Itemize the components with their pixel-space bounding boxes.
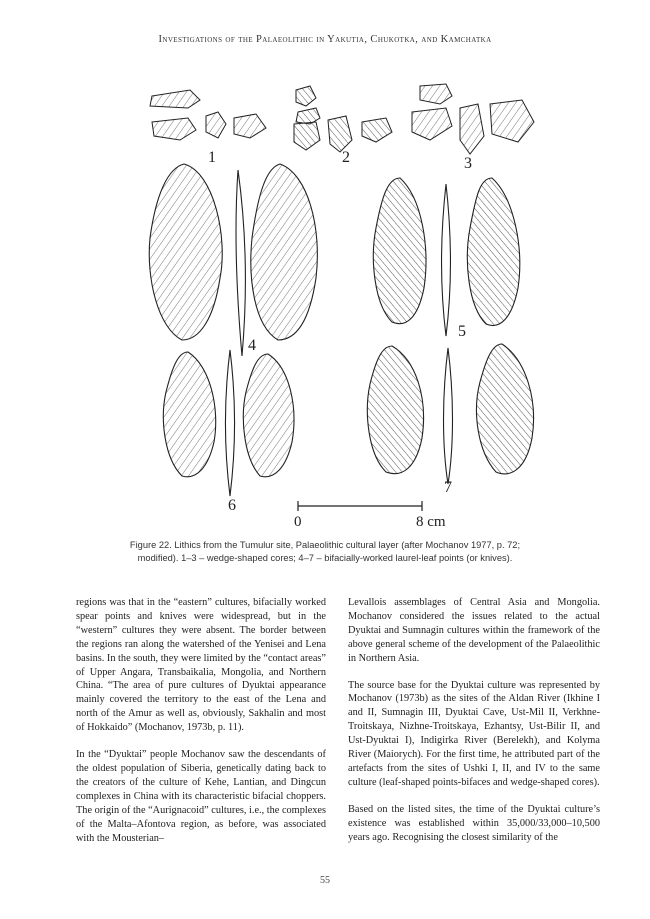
paragraph: Levallois assemblages of Central Asia and Mongolia. Mochanov considered the issues related to the actual Dyuktai and Sumnagin cultures within the framework of the above general scheme of the development of the Palaeolithic in Northern Asia. <box>348 597 600 664</box>
core-1-drawing <box>150 90 266 140</box>
scale-start: 0 <box>294 514 302 530</box>
label-2: 2 <box>342 149 350 166</box>
scale-bar <box>294 501 446 530</box>
caption-line-1: Figure 22. Lithics from the Tumulur site, Palaeolithic cultural layer (after Mochanov 1977, p. 72; <box>129 540 521 550</box>
paragraph: The source base for the Dyuktai culture was represented by Mochanov (1973b) as the sites of the Aldan River (Ikhine I and II, Sumnagin III, Dyuktai Cave, Ust-Mil II, Verkhne-Troitskaya, Nizhne-Troitskaya, Ezhantsy, Ust-Bilir II, and Ust-Dyuktai I), Indigirka River (Berelekh), and Kolyma River (Maiorych). For the first time, he attributed part of the artefacts from the sites of Ushki I, II, and IV to the same culture (leaf-shaped points-bifaces and wedge-shaped cores). <box>348 679 600 788</box>
label-5: 5 <box>458 323 466 340</box>
point-5-drawing <box>373 178 519 336</box>
point-6-drawing <box>163 350 294 496</box>
paragraph: Based on the listed sites, the time of the Dyuktai culture’s existence was established within 35,000/33,000–10,500 years ago. Recognising the closest similarity of the <box>348 803 600 843</box>
core-2-drawing <box>294 86 392 152</box>
scale-end: 8 cm <box>416 514 446 530</box>
label-7: 7 <box>444 479 452 496</box>
point-7-drawing <box>367 344 533 484</box>
body-column-right <box>348 596 600 858</box>
label-4: 4 <box>248 337 256 354</box>
point-4-drawing <box>149 164 317 356</box>
label-6: 6 <box>228 497 236 514</box>
caption-line-2: modified). 1–3 – wedge-shaped cores; 4–7 – bifacially-worked laurel-leaf points (or knives). <box>137 553 513 563</box>
figure-lithics <box>130 78 550 530</box>
label-3: 3 <box>464 155 472 172</box>
core-3-drawing <box>412 84 534 154</box>
paragraph: In the “Dyuktai” people Mochanov saw the descendants of the oldest population of Siberia, genetically dating back to the creators of the culture of Kehe, Lantian, and Dingcun complexes in China with its characteristic bifacial choppers. The origin of the “Aurignacoid” cultures, i.e., the complexes of the Malta–Afontova region, as before, was associated with the Mousterian– <box>76 749 326 844</box>
figure-caption <box>95 539 555 565</box>
running-header: Investigations of the Palaeolithic in Yakutia, Chukotka, and Kamchatka <box>158 34 492 45</box>
body-column-left <box>76 596 326 858</box>
lithics-drawing <box>130 78 550 530</box>
page-number: 55 <box>320 875 330 886</box>
paragraph: regions was that in the “eastern” cultures, bifacially worked spear points and knives were widespread, but in the “western” cultures they were absent. The border between the regions ran along the watershed of the Yenisei and Lena basins. In the south, they were limited by the “contact areas” of Upper Angara, Transbaikalia, Mongolia, and Northern China. “The area of pure cultures of Dyuktai appearance mainly covered the territory to the east of the Lena and north of the Amur as well as, obviously, Sakhalin and most of Hokkaido” (Mochanov, 1973b, p. 11). <box>76 597 326 734</box>
label-1: 1 <box>208 149 216 166</box>
